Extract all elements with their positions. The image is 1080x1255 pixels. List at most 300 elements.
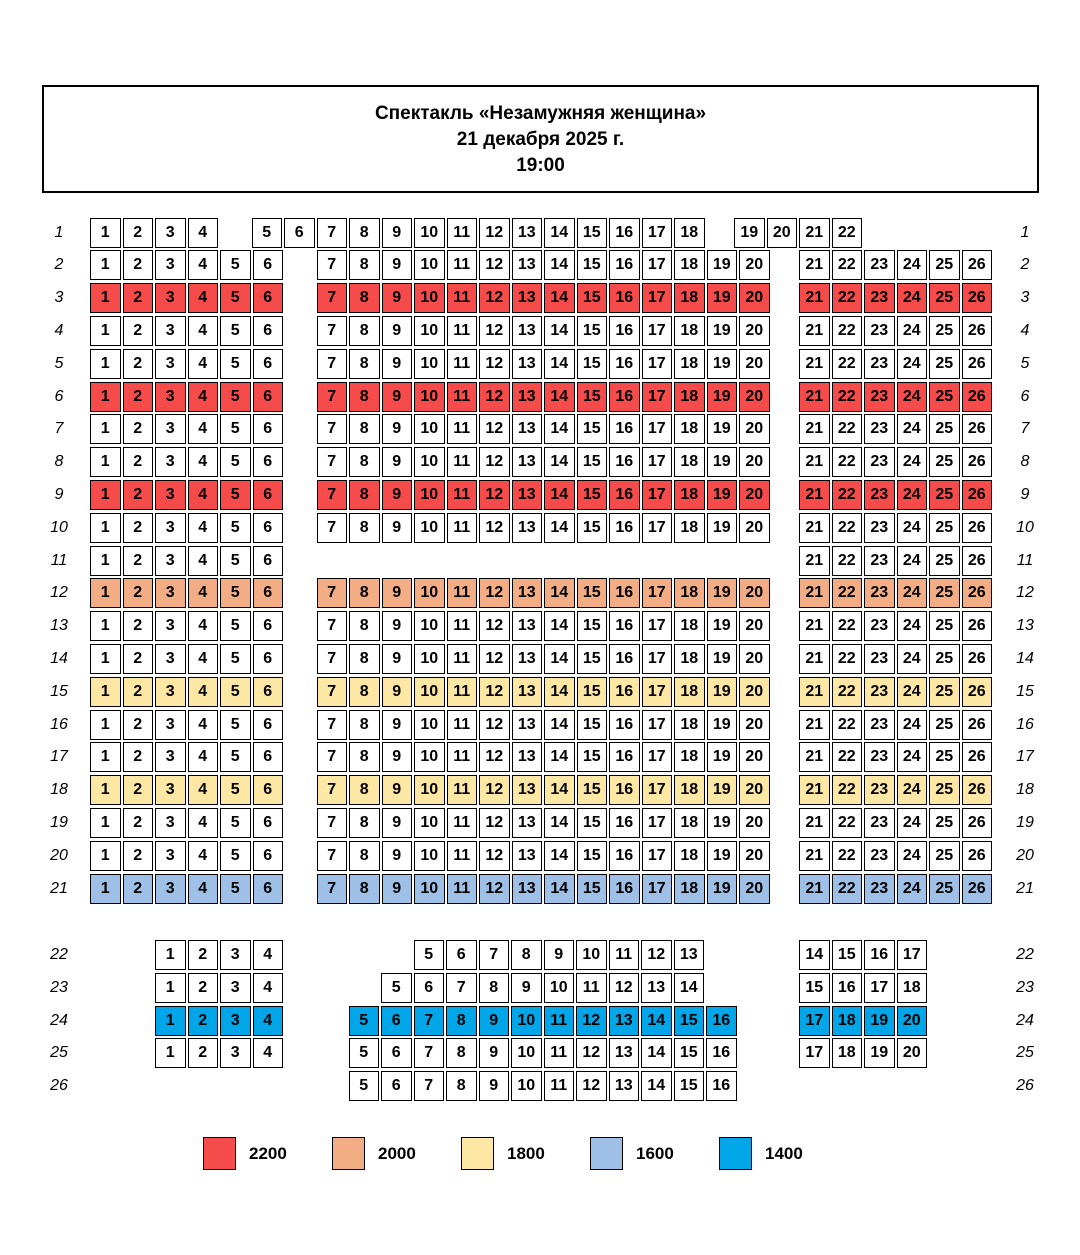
- seat-row4-23[interactable]: 23: [864, 316, 895, 346]
- seat-row4-20[interactable]: 20: [739, 316, 770, 346]
- seat-row7-5[interactable]: 5: [220, 414, 251, 444]
- seat-row18-9[interactable]: 9: [382, 775, 413, 805]
- seat-row6-19[interactable]: 19: [707, 382, 738, 412]
- seat-row1-10[interactable]: 10: [414, 218, 445, 248]
- seat-row1-20[interactable]: 20: [767, 218, 798, 248]
- seat-row16-23[interactable]: 23: [864, 710, 895, 740]
- seat-row19-12[interactable]: 12: [479, 808, 510, 838]
- seat-row13-9[interactable]: 9: [382, 611, 413, 641]
- seat-row7-14[interactable]: 14: [544, 414, 575, 444]
- seat-row16-8[interactable]: 8: [349, 710, 380, 740]
- seat-row21-19[interactable]: 19: [707, 874, 738, 904]
- seat-row9-1[interactable]: 1: [90, 480, 121, 510]
- seat-row17-17[interactable]: 17: [642, 742, 673, 772]
- seat-row20-11[interactable]: 11: [447, 841, 478, 871]
- seat-row8-16[interactable]: 16: [609, 447, 640, 477]
- seat-row3-2[interactable]: 2: [123, 283, 154, 313]
- seat-row26-16[interactable]: 16: [706, 1071, 737, 1101]
- seat-row16-6[interactable]: 6: [253, 710, 284, 740]
- seat-row9-26[interactable]: 26: [962, 480, 993, 510]
- seat-row21-1[interactable]: 1: [90, 874, 121, 904]
- seat-row9-22[interactable]: 22: [832, 480, 863, 510]
- seat-row21-10[interactable]: 10: [414, 874, 445, 904]
- seat-row1-22[interactable]: 22: [832, 218, 863, 248]
- seat-row10-23[interactable]: 23: [864, 513, 895, 543]
- seat-row25-9[interactable]: 9: [479, 1038, 510, 1068]
- seat-row25-15[interactable]: 15: [674, 1038, 705, 1068]
- seat-row11-26[interactable]: 26: [962, 546, 993, 576]
- seat-row2-10[interactable]: 10: [414, 250, 445, 280]
- seat-row6-8[interactable]: 8: [349, 382, 380, 412]
- seat-row26-7[interactable]: 7: [414, 1071, 445, 1101]
- seat-row16-11[interactable]: 11: [447, 710, 478, 740]
- seat-row7-15[interactable]: 15: [577, 414, 608, 444]
- seat-row7-13[interactable]: 13: [512, 414, 543, 444]
- seat-row4-16[interactable]: 16: [609, 316, 640, 346]
- seat-row8-23[interactable]: 23: [864, 447, 895, 477]
- seat-row14-3[interactable]: 3: [155, 644, 186, 674]
- seat-row10-3[interactable]: 3: [155, 513, 186, 543]
- seat-row3-20[interactable]: 20: [739, 283, 770, 313]
- seat-row15-10[interactable]: 10: [414, 677, 445, 707]
- seat-row9-2[interactable]: 2: [123, 480, 154, 510]
- seat-row10-13[interactable]: 13: [512, 513, 543, 543]
- seat-row15-8[interactable]: 8: [349, 677, 380, 707]
- seat-row6-10[interactable]: 10: [414, 382, 445, 412]
- seat-row14-18[interactable]: 18: [674, 644, 705, 674]
- seat-row9-15[interactable]: 15: [577, 480, 608, 510]
- seat-row19-22[interactable]: 22: [832, 808, 863, 838]
- seat-row18-11[interactable]: 11: [447, 775, 478, 805]
- seat-row7-6[interactable]: 6: [253, 414, 284, 444]
- seat-row9-12[interactable]: 12: [479, 480, 510, 510]
- seat-row7-19[interactable]: 19: [707, 414, 738, 444]
- seat-row5-7[interactable]: 7: [317, 349, 348, 379]
- seat-row5-24[interactable]: 24: [897, 349, 928, 379]
- seat-row25-14[interactable]: 14: [641, 1038, 672, 1068]
- seat-row7-11[interactable]: 11: [447, 414, 478, 444]
- seat-row23-12[interactable]: 12: [609, 973, 640, 1003]
- seat-row7-21[interactable]: 21: [799, 414, 830, 444]
- seat-row12-2[interactable]: 2: [123, 578, 154, 608]
- seat-row17-11[interactable]: 11: [447, 742, 478, 772]
- seat-row16-2[interactable]: 2: [123, 710, 154, 740]
- seat-row17-22[interactable]: 22: [832, 742, 863, 772]
- seat-row2-16[interactable]: 16: [609, 250, 640, 280]
- seat-row13-8[interactable]: 8: [349, 611, 380, 641]
- seat-row1-21[interactable]: 21: [799, 218, 830, 248]
- seat-row20-12[interactable]: 12: [479, 841, 510, 871]
- seat-row20-1[interactable]: 1: [90, 841, 121, 871]
- seat-row13-14[interactable]: 14: [544, 611, 575, 641]
- seat-row25-20[interactable]: 20: [897, 1038, 928, 1068]
- seat-row13-13[interactable]: 13: [512, 611, 543, 641]
- seat-row10-2[interactable]: 2: [123, 513, 154, 543]
- seat-row4-4[interactable]: 4: [188, 316, 219, 346]
- seat-row2-17[interactable]: 17: [642, 250, 673, 280]
- seat-row18-14[interactable]: 14: [544, 775, 575, 805]
- seat-row7-20[interactable]: 20: [739, 414, 770, 444]
- seat-row23-10[interactable]: 10: [544, 973, 575, 1003]
- seat-row13-4[interactable]: 4: [188, 611, 219, 641]
- seat-row12-16[interactable]: 16: [609, 578, 640, 608]
- seat-row3-26[interactable]: 26: [962, 283, 993, 313]
- seat-row19-2[interactable]: 2: [123, 808, 154, 838]
- seat-row22-17[interactable]: 17: [897, 940, 928, 970]
- seat-row21-25[interactable]: 25: [929, 874, 960, 904]
- seat-row20-25[interactable]: 25: [929, 841, 960, 871]
- seat-row13-12[interactable]: 12: [479, 611, 510, 641]
- seat-row9-21[interactable]: 21: [799, 480, 830, 510]
- seat-row14-7[interactable]: 7: [317, 644, 348, 674]
- seat-row4-11[interactable]: 11: [447, 316, 478, 346]
- seat-row22-6[interactable]: 6: [446, 940, 477, 970]
- seat-row8-26[interactable]: 26: [962, 447, 993, 477]
- seat-row12-7[interactable]: 7: [317, 578, 348, 608]
- seat-row14-23[interactable]: 23: [864, 644, 895, 674]
- seat-row6-26[interactable]: 26: [962, 382, 993, 412]
- seat-row11-5[interactable]: 5: [220, 546, 251, 576]
- seat-row5-20[interactable]: 20: [739, 349, 770, 379]
- seat-row26-6[interactable]: 6: [381, 1071, 412, 1101]
- seat-row24-20[interactable]: 20: [897, 1006, 928, 1036]
- seat-row6-21[interactable]: 21: [799, 382, 830, 412]
- seat-row21-12[interactable]: 12: [479, 874, 510, 904]
- seat-row9-10[interactable]: 10: [414, 480, 445, 510]
- seat-row12-5[interactable]: 5: [220, 578, 251, 608]
- seat-row5-3[interactable]: 3: [155, 349, 186, 379]
- seat-row22-14[interactable]: 14: [799, 940, 830, 970]
- seat-row9-20[interactable]: 20: [739, 480, 770, 510]
- seat-row8-21[interactable]: 21: [799, 447, 830, 477]
- seat-row4-22[interactable]: 22: [832, 316, 863, 346]
- seat-row18-3[interactable]: 3: [155, 775, 186, 805]
- seat-row2-3[interactable]: 3: [155, 250, 186, 280]
- seat-row6-20[interactable]: 20: [739, 382, 770, 412]
- seat-row12-26[interactable]: 26: [962, 578, 993, 608]
- seat-row22-3[interactable]: 3: [220, 940, 251, 970]
- seat-row23-2[interactable]: 2: [188, 973, 219, 1003]
- seat-row17-14[interactable]: 14: [544, 742, 575, 772]
- seat-row19-6[interactable]: 6: [253, 808, 284, 838]
- seat-row10-26[interactable]: 26: [962, 513, 993, 543]
- seat-row19-8[interactable]: 8: [349, 808, 380, 838]
- seat-row11-6[interactable]: 6: [253, 546, 284, 576]
- seat-row6-23[interactable]: 23: [864, 382, 895, 412]
- seat-row24-11[interactable]: 11: [544, 1006, 575, 1036]
- seat-row3-10[interactable]: 10: [414, 283, 445, 313]
- seat-row16-14[interactable]: 14: [544, 710, 575, 740]
- seat-row3-12[interactable]: 12: [479, 283, 510, 313]
- seat-row4-9[interactable]: 9: [382, 316, 413, 346]
- seat-row21-20[interactable]: 20: [739, 874, 770, 904]
- seat-row3-17[interactable]: 17: [642, 283, 673, 313]
- seat-row12-6[interactable]: 6: [253, 578, 284, 608]
- seat-row4-10[interactable]: 10: [414, 316, 445, 346]
- seat-row12-8[interactable]: 8: [349, 578, 380, 608]
- seat-row17-13[interactable]: 13: [512, 742, 543, 772]
- seat-row10-16[interactable]: 16: [609, 513, 640, 543]
- seat-row6-15[interactable]: 15: [577, 382, 608, 412]
- seat-row12-1[interactable]: 1: [90, 578, 121, 608]
- seat-row20-21[interactable]: 21: [799, 841, 830, 871]
- seat-row19-11[interactable]: 11: [447, 808, 478, 838]
- seat-row12-19[interactable]: 19: [707, 578, 738, 608]
- seat-row18-20[interactable]: 20: [739, 775, 770, 805]
- seat-row15-15[interactable]: 15: [577, 677, 608, 707]
- seat-row6-4[interactable]: 4: [188, 382, 219, 412]
- seat-row23-8[interactable]: 8: [479, 973, 510, 1003]
- seat-row2-26[interactable]: 26: [962, 250, 993, 280]
- seat-row2-24[interactable]: 24: [897, 250, 928, 280]
- seat-row15-22[interactable]: 22: [832, 677, 863, 707]
- seat-row21-14[interactable]: 14: [544, 874, 575, 904]
- seat-row18-7[interactable]: 7: [317, 775, 348, 805]
- seat-row20-19[interactable]: 19: [707, 841, 738, 871]
- seat-row17-7[interactable]: 7: [317, 742, 348, 772]
- seat-row18-16[interactable]: 16: [609, 775, 640, 805]
- seat-row18-25[interactable]: 25: [929, 775, 960, 805]
- seat-row13-24[interactable]: 24: [897, 611, 928, 641]
- seat-row20-6[interactable]: 6: [253, 841, 284, 871]
- seat-row17-2[interactable]: 2: [123, 742, 154, 772]
- seat-row13-16[interactable]: 16: [609, 611, 640, 641]
- seat-row14-26[interactable]: 26: [962, 644, 993, 674]
- seat-row4-14[interactable]: 14: [544, 316, 575, 346]
- seat-row1-4[interactable]: 4: [188, 218, 219, 248]
- seat-row6-12[interactable]: 12: [479, 382, 510, 412]
- seat-row23-7[interactable]: 7: [446, 973, 477, 1003]
- seat-row11-3[interactable]: 3: [155, 546, 186, 576]
- seat-row25-7[interactable]: 7: [414, 1038, 445, 1068]
- seat-row8-15[interactable]: 15: [577, 447, 608, 477]
- seat-row6-17[interactable]: 17: [642, 382, 673, 412]
- seat-row22-1[interactable]: 1: [155, 940, 186, 970]
- seat-row21-24[interactable]: 24: [897, 874, 928, 904]
- seat-row21-17[interactable]: 17: [642, 874, 673, 904]
- seat-row10-18[interactable]: 18: [674, 513, 705, 543]
- seat-row14-20[interactable]: 20: [739, 644, 770, 674]
- seat-row5-4[interactable]: 4: [188, 349, 219, 379]
- seat-row17-3[interactable]: 3: [155, 742, 186, 772]
- seat-row19-4[interactable]: 4: [188, 808, 219, 838]
- seat-row1-16[interactable]: 16: [609, 218, 640, 248]
- seat-row24-12[interactable]: 12: [576, 1006, 607, 1036]
- seat-row9-3[interactable]: 3: [155, 480, 186, 510]
- seat-row13-22[interactable]: 22: [832, 611, 863, 641]
- seat-row8-20[interactable]: 20: [739, 447, 770, 477]
- seat-row13-5[interactable]: 5: [220, 611, 251, 641]
- seat-row22-2[interactable]: 2: [188, 940, 219, 970]
- seat-row26-9[interactable]: 9: [479, 1071, 510, 1101]
- seat-row1-8[interactable]: 8: [349, 218, 380, 248]
- seat-row1-7[interactable]: 7: [317, 218, 348, 248]
- seat-row19-26[interactable]: 26: [962, 808, 993, 838]
- seat-row21-26[interactable]: 26: [962, 874, 993, 904]
- seat-row10-17[interactable]: 17: [642, 513, 673, 543]
- seat-row18-13[interactable]: 13: [512, 775, 543, 805]
- seat-row18-17[interactable]: 17: [642, 775, 673, 805]
- seat-row20-5[interactable]: 5: [220, 841, 251, 871]
- seat-row14-16[interactable]: 16: [609, 644, 640, 674]
- seat-row18-21[interactable]: 21: [799, 775, 830, 805]
- seat-row16-13[interactable]: 13: [512, 710, 543, 740]
- seat-row19-7[interactable]: 7: [317, 808, 348, 838]
- seat-row26-13[interactable]: 13: [609, 1071, 640, 1101]
- seat-row19-13[interactable]: 13: [512, 808, 543, 838]
- seat-row2-13[interactable]: 13: [512, 250, 543, 280]
- seat-row24-1[interactable]: 1: [155, 1006, 186, 1036]
- seat-row20-15[interactable]: 15: [577, 841, 608, 871]
- seat-row21-15[interactable]: 15: [577, 874, 608, 904]
- seat-row5-23[interactable]: 23: [864, 349, 895, 379]
- seat-row7-9[interactable]: 9: [382, 414, 413, 444]
- seat-row8-9[interactable]: 9: [382, 447, 413, 477]
- seat-row20-13[interactable]: 13: [512, 841, 543, 871]
- seat-row6-7[interactable]: 7: [317, 382, 348, 412]
- seat-row6-5[interactable]: 5: [220, 382, 251, 412]
- seat-row20-2[interactable]: 2: [123, 841, 154, 871]
- seat-row7-8[interactable]: 8: [349, 414, 380, 444]
- seat-row25-16[interactable]: 16: [706, 1038, 737, 1068]
- seat-row21-18[interactable]: 18: [674, 874, 705, 904]
- seat-row19-17[interactable]: 17: [642, 808, 673, 838]
- seat-row25-18[interactable]: 18: [832, 1038, 863, 1068]
- seat-row4-8[interactable]: 8: [349, 316, 380, 346]
- seat-row4-18[interactable]: 18: [674, 316, 705, 346]
- seat-row5-6[interactable]: 6: [253, 349, 284, 379]
- seat-row9-7[interactable]: 7: [317, 480, 348, 510]
- seat-row13-19[interactable]: 19: [707, 611, 738, 641]
- seat-row15-5[interactable]: 5: [220, 677, 251, 707]
- seat-row1-1[interactable]: 1: [90, 218, 121, 248]
- seat-row16-24[interactable]: 24: [897, 710, 928, 740]
- seat-row20-10[interactable]: 10: [414, 841, 445, 871]
- seat-row14-22[interactable]: 22: [832, 644, 863, 674]
- seat-row24-4[interactable]: 4: [253, 1006, 284, 1036]
- seat-row7-18[interactable]: 18: [674, 414, 705, 444]
- seat-row5-18[interactable]: 18: [674, 349, 705, 379]
- seat-row18-26[interactable]: 26: [962, 775, 993, 805]
- seat-row10-4[interactable]: 4: [188, 513, 219, 543]
- seat-row12-10[interactable]: 10: [414, 578, 445, 608]
- seat-row18-2[interactable]: 2: [123, 775, 154, 805]
- seat-row25-3[interactable]: 3: [220, 1038, 251, 1068]
- seat-row17-16[interactable]: 16: [609, 742, 640, 772]
- seat-row17-25[interactable]: 25: [929, 742, 960, 772]
- seat-row3-13[interactable]: 13: [512, 283, 543, 313]
- seat-row4-6[interactable]: 6: [253, 316, 284, 346]
- seat-row2-5[interactable]: 5: [220, 250, 251, 280]
- seat-row3-7[interactable]: 7: [317, 283, 348, 313]
- seat-row20-14[interactable]: 14: [544, 841, 575, 871]
- seat-row26-10[interactable]: 10: [511, 1071, 542, 1101]
- seat-row5-12[interactable]: 12: [479, 349, 510, 379]
- seat-row15-3[interactable]: 3: [155, 677, 186, 707]
- seat-row25-19[interactable]: 19: [864, 1038, 895, 1068]
- seat-row12-9[interactable]: 9: [382, 578, 413, 608]
- seat-row8-6[interactable]: 6: [253, 447, 284, 477]
- seat-row2-8[interactable]: 8: [349, 250, 380, 280]
- seat-row8-3[interactable]: 3: [155, 447, 186, 477]
- seat-row2-11[interactable]: 11: [447, 250, 478, 280]
- seat-row25-13[interactable]: 13: [609, 1038, 640, 1068]
- seat-row22-15[interactable]: 15: [832, 940, 863, 970]
- seat-row15-9[interactable]: 9: [382, 677, 413, 707]
- seat-row24-14[interactable]: 14: [641, 1006, 672, 1036]
- seat-row9-19[interactable]: 19: [707, 480, 738, 510]
- seat-row16-1[interactable]: 1: [90, 710, 121, 740]
- seat-row18-18[interactable]: 18: [674, 775, 705, 805]
- seat-row23-5[interactable]: 5: [381, 973, 412, 1003]
- seat-row24-8[interactable]: 8: [446, 1006, 477, 1036]
- seat-row11-1[interactable]: 1: [90, 546, 121, 576]
- seat-row10-19[interactable]: 19: [707, 513, 738, 543]
- seat-row20-18[interactable]: 18: [674, 841, 705, 871]
- seat-row11-21[interactable]: 21: [799, 546, 830, 576]
- seat-row19-9[interactable]: 9: [382, 808, 413, 838]
- seat-row8-18[interactable]: 18: [674, 447, 705, 477]
- seat-row21-16[interactable]: 16: [609, 874, 640, 904]
- seat-row1-17[interactable]: 17: [642, 218, 673, 248]
- seat-row13-23[interactable]: 23: [864, 611, 895, 641]
- seat-row1-9[interactable]: 9: [382, 218, 413, 248]
- seat-row15-23[interactable]: 23: [864, 677, 895, 707]
- seat-row12-23[interactable]: 23: [864, 578, 895, 608]
- seat-row7-25[interactable]: 25: [929, 414, 960, 444]
- seat-row14-2[interactable]: 2: [123, 644, 154, 674]
- seat-row14-14[interactable]: 14: [544, 644, 575, 674]
- seat-row4-3[interactable]: 3: [155, 316, 186, 346]
- seat-row18-1[interactable]: 1: [90, 775, 121, 805]
- seat-row5-15[interactable]: 15: [577, 349, 608, 379]
- seat-row14-19[interactable]: 19: [707, 644, 738, 674]
- seat-row15-13[interactable]: 13: [512, 677, 543, 707]
- seat-row6-2[interactable]: 2: [123, 382, 154, 412]
- seat-row13-2[interactable]: 2: [123, 611, 154, 641]
- seat-row17-1[interactable]: 1: [90, 742, 121, 772]
- seat-row14-10[interactable]: 10: [414, 644, 445, 674]
- seat-row20-3[interactable]: 3: [155, 841, 186, 871]
- seat-row1-11[interactable]: 11: [447, 218, 478, 248]
- seat-row24-16[interactable]: 16: [706, 1006, 737, 1036]
- seat-row2-9[interactable]: 9: [382, 250, 413, 280]
- seat-row4-12[interactable]: 12: [479, 316, 510, 346]
- seat-row21-23[interactable]: 23: [864, 874, 895, 904]
- seat-row6-6[interactable]: 6: [253, 382, 284, 412]
- seat-row3-1[interactable]: 1: [90, 283, 121, 313]
- seat-row17-20[interactable]: 20: [739, 742, 770, 772]
- seat-row17-6[interactable]: 6: [253, 742, 284, 772]
- seat-row14-21[interactable]: 21: [799, 644, 830, 674]
- seat-row13-25[interactable]: 25: [929, 611, 960, 641]
- seat-row14-1[interactable]: 1: [90, 644, 121, 674]
- seat-row3-4[interactable]: 4: [188, 283, 219, 313]
- seat-row8-2[interactable]: 2: [123, 447, 154, 477]
- seat-row10-21[interactable]: 21: [799, 513, 830, 543]
- seat-row22-11[interactable]: 11: [609, 940, 640, 970]
- seat-row5-8[interactable]: 8: [349, 349, 380, 379]
- seat-row18-4[interactable]: 4: [188, 775, 219, 805]
- seat-row16-5[interactable]: 5: [220, 710, 251, 740]
- seat-row12-4[interactable]: 4: [188, 578, 219, 608]
- seat-row9-6[interactable]: 6: [253, 480, 284, 510]
- seat-row4-13[interactable]: 13: [512, 316, 543, 346]
- seat-row3-16[interactable]: 16: [609, 283, 640, 313]
- seat-row11-24[interactable]: 24: [897, 546, 928, 576]
- seat-row23-18[interactable]: 18: [897, 973, 928, 1003]
- seat-row8-24[interactable]: 24: [897, 447, 928, 477]
